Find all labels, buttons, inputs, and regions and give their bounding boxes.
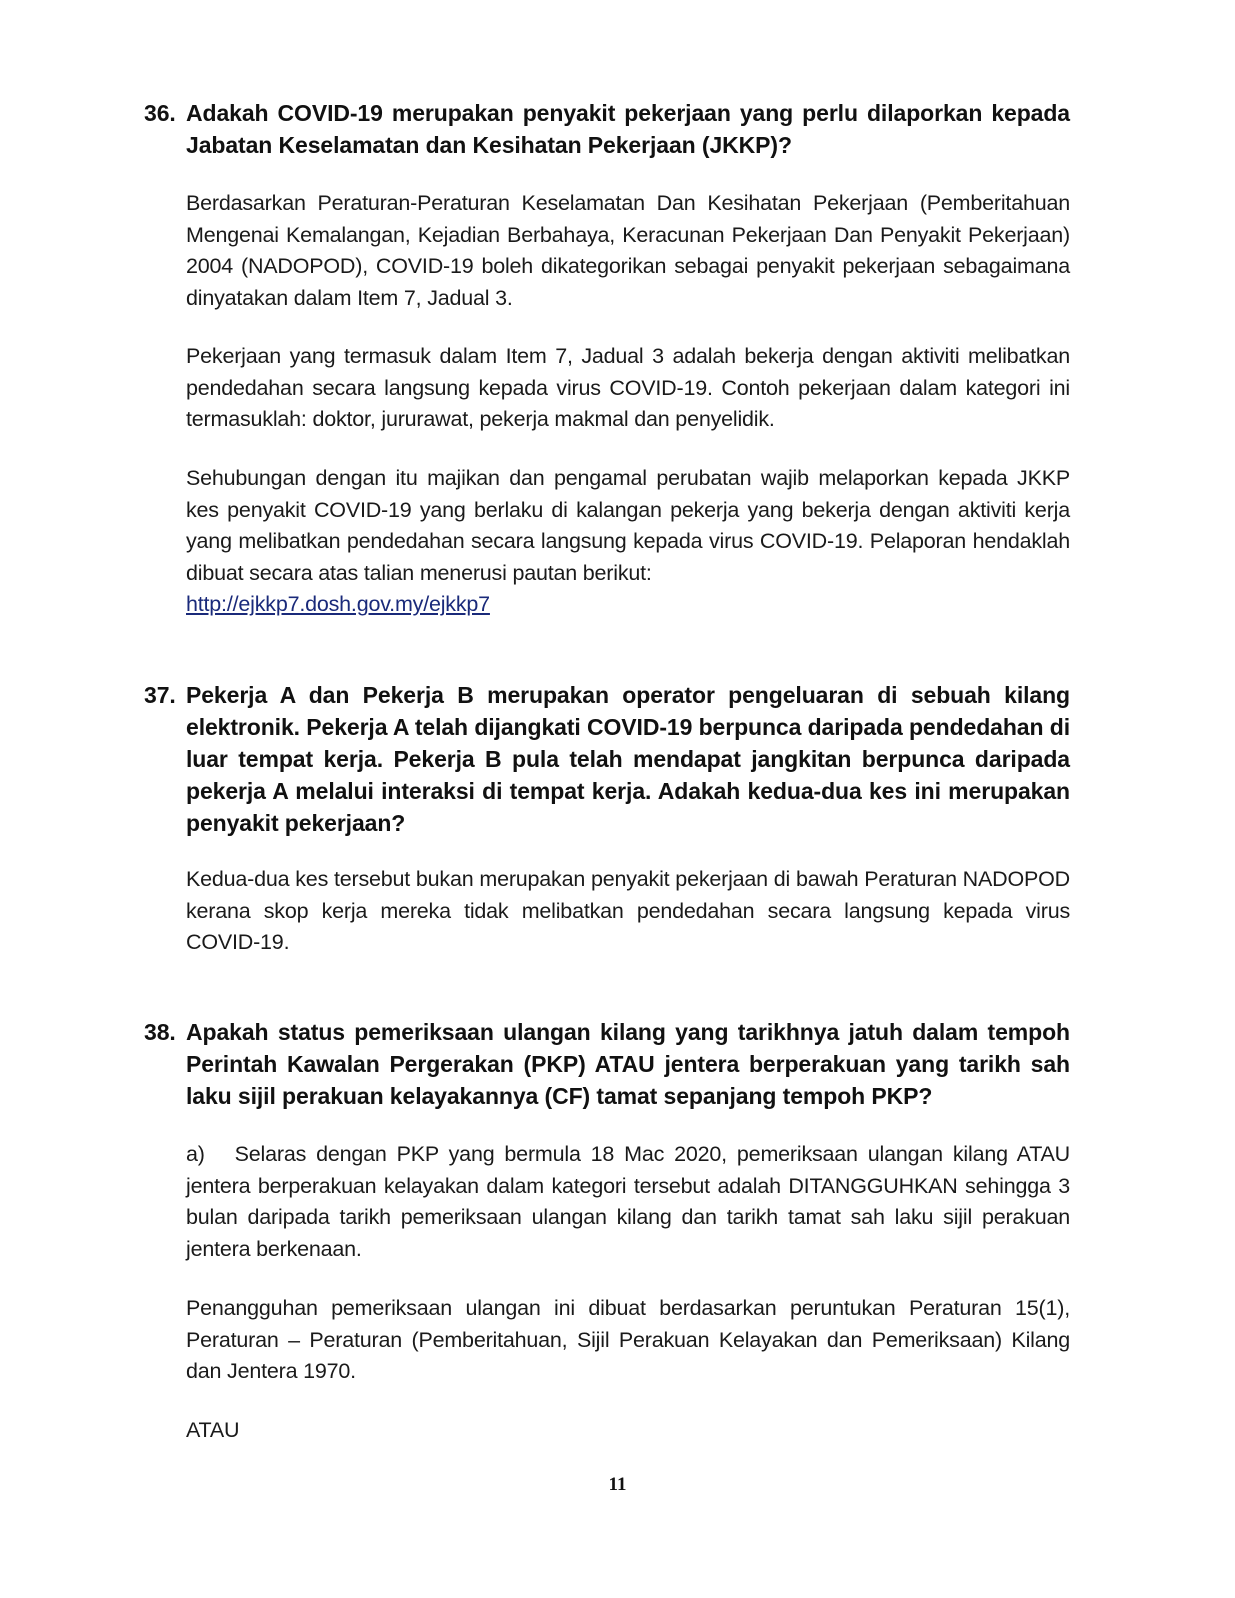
answer-paragraph: Penangguhan pemeriksaan ulangan ini dibuat berdasarkan peruntukan Peraturan 15(1), Peraturan – Peraturan (Pemberitahuan, Sijil Perakuan Kelayakan dan Pemeriksaan) Kilang dan Jentera 1970. [186,1296,1070,1383]
answer-paragraph: Berdasarkan Peraturan-Peraturan Keselamatan Dan Kesihatan Pekerjaan (Pemberitahuan Mengenai Kemalangan, Kejadian Berbahaya, Keracunan Pekerjaan Dan Penyakit Pekerjaan) 2004 (NADOPOD), COVID-19 boleh dikategorikan sebagai penyakit pekerjaan sebagaimana dinyatakan dalam Item 7, Jadual 3. [186,191,1070,310]
answer-paragraph: ATAU [186,1418,240,1442]
question-number: 38. [144,1019,176,1045]
question-37 [144,679,1070,839]
question-38 [144,1016,1070,1112]
report-link[interactable]: http://ejkkp7.dosh.gov.my/ejkkp7 [186,592,490,616]
answer-paragraph: a) Selaras dengan PKP yang bermula 18 Mac 2020, pemeriksaan ulangan kilang ATAU jentera berperakuan kelayakan dalam kategori tersebut adalah DITANGGUHKAN sehingga 3 bulan daripada tarikh pemeriksaan ulangan kilang dan tarikh tamat sah laku sijil perakuan jentera berkenaan. [186,1142,1076,1261]
answer-paragraph [186,463,1070,621]
answer-paragraph: Kedua-dua kes tersebut bukan merupakan penyakit pekerjaan di bawah Peraturan NADOPOD kerana skop kerja mereka tidak melibatkan pendedahan secara langsung kepada virus COVID-19. [186,867,1070,954]
page-number: 11 [608,1474,627,1495]
question-text: Adakah COVID-19 merupakan penyakit pekerjaan yang perlu dilaporkan kepada Jabatan Keselamatan dan Kesihatan Pekerjaan (JKKP)? [186,100,1070,158]
question-text: Pekerja A dan Pekerja B merupakan operator pengeluaran di sebuah kilang elektronik. Pekerja A telah dijangkati COVID-19 berpunca daripada pendedahan di luar tempat kerja. Pekerja B pula telah mendapat jangkitan berpunca daripada pekerja A melalui interaksi di tempat kerja. Adakah kedua-dua kes ini merupakan penyakit pekerjaan? [186,682,1070,836]
answer-paragraph: Pekerjaan yang termasuk dalam Item 7, Jadual 3 adalah bekerja dengan aktiviti melibatkan pendedahan secara langsung kepada virus COVID-19. Contoh pekerjaan dalam kategori ini termasuklah: doktor, jururawat, pekerja makmal dan penyelidik. [186,344,1070,431]
question-number: 36. [144,100,176,126]
question-text: Apakah status pemeriksaan ulangan kilang yang tarikhnya jatuh dalam tempoh Perintah Kawalan Pergerakan (PKP) ATAU jentera berperakuan yang tarikh sah laku sijil perakuan kelayakannya (CF) tamat sepanjang tempoh PKP? [186,1019,1070,1109]
answer-text: Sehubungan dengan itu majikan dan pengamal perubatan wajib melaporkan kepada JKKP kes penyakit COVID-19 yang berlaku di kalangan pekerja yang bekerja dengan aktiviti kerja yang melibatkan pendedahan secara langsung kepada virus COVID-19. Pelaporan hendaklah dibuat secara atas talian menerusi pautan berikut: [186,466,1070,585]
question-number: 37. [144,682,176,708]
question-36 [144,97,1070,161]
